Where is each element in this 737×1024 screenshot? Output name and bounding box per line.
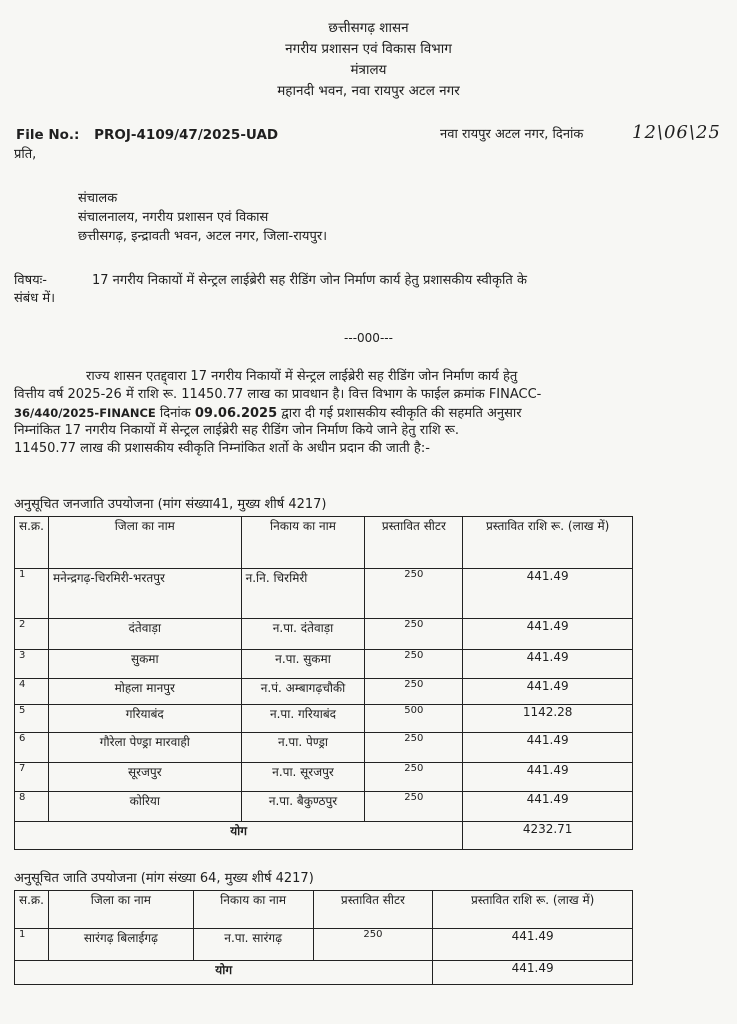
body-line-4: निम्नांकित 17 नगरीय निकायों में सेन्ट्रल लाईब्रेरी सह रीडिंग जोन निर्माण किये जाने हेतु राशि रू. (14, 423, 460, 438)
table-header-row (15, 517, 633, 569)
col-header-body: निकाय का नाम (241, 517, 365, 569)
total-label: योग (15, 961, 433, 985)
table-row: 6 गौरेला पेण्ड्रा मारवाही न.पा. पेण्ड्रा 250 441.49 (15, 733, 633, 763)
handwritten-date: 12\06\25 (632, 122, 721, 143)
table-row: 1 मनेन्द्रगढ़-चिरमिरी-भरतपुर न.नि. चिरमिरी 250 441.49 (15, 569, 633, 619)
subject-text-cont: संबंध में। (14, 291, 56, 306)
table-row: 2 दंतेवाड़ा न.पा. दंतेवाड़ा 250 441.49 (15, 619, 633, 650)
col-header-amount: प्रस्तावित राशि रू. (लाख में) (433, 891, 633, 929)
table-row: 5 गरियाबंद न.पा. गरियाबंद 500 1142.28 (15, 705, 633, 733)
separator: ---000--- (344, 331, 393, 345)
table-sc-subplan (14, 890, 633, 985)
total-value: 4232.71 (463, 822, 633, 850)
total-label: योग (15, 822, 463, 850)
table-header-row (15, 891, 633, 929)
table-st-subplan (14, 516, 633, 850)
department-name: नगरीय प्रशासन एवं विकास विभाग (285, 41, 452, 57)
addressee-address: छत्तीसगढ़, इन्द्रावती भवन, अटल नगर, जिला-रायपुर। (78, 229, 328, 244)
table1-caption: अनुसूचित जनजाति उपयोजना (मांग संख्या41, मुख्य शीर्ष 4217) (14, 497, 327, 512)
col-header-amount: प्रस्तावित राशि रू. (लाख में) (463, 517, 633, 569)
total-value: 441.49 (433, 961, 633, 985)
table2-caption: अनुसूचित जाति उपयोजना (मांग संख्या 64, मुख्य शीर्ष 4217) (14, 871, 314, 886)
col-header-district: जिला का नाम (48, 891, 193, 929)
prati-label: प्रति, (14, 147, 37, 162)
body-line-5: 11450.77 लाख की प्रशासकीय स्वीकृति निम्नांकित शर्तो के अधीन प्रदान की जाती है:- (14, 441, 430, 456)
col-header-sno: स.क्र. (15, 891, 49, 929)
govt-name: छत्तीसगढ़ शासन (328, 20, 409, 36)
table-total-row (15, 961, 633, 985)
col-header-district: जिला का नाम (48, 517, 241, 569)
place-date-label: नवा रायपुर अटल नगर, दिनांक (440, 127, 584, 142)
col-header-sno: स.क्र. (15, 517, 49, 569)
subject-text: 17 नगरीय निकायों में सेन्ट्रल लाईब्रेरी सह रीडिंग जोन निर्माण कार्य हेतु प्रशासकीय स्वीकृति के (92, 273, 527, 288)
building-address: महानदी भवन, नवा रायपुर अटल नगर (277, 83, 460, 99)
table-row: 3 सुकमा न.पा. सुकमा 250 441.49 (15, 650, 633, 679)
col-header-seats: प्रस्तावित सीटर (365, 517, 463, 569)
subject-label: विषयः- (14, 273, 47, 288)
file-number: File No.: PROJ-4109/47/2025-UAD (16, 127, 279, 143)
addressee-title: संचालक (78, 191, 118, 206)
body-line-2: वित्तीय वर्ष 2025-26 में राशि रू. 11450.77 लाख का प्रावधान है। वित्त विभाग के फाईल क्रमांक FINACC- (14, 387, 542, 402)
table-row: 7 सूरजपुर न.पा. सूरजपुर 250 441.49 (15, 763, 633, 792)
addressee-office: संचालनालय, नगरीय प्रशासन एवं विकास (78, 210, 269, 225)
body-line-3: 36/440/2025-FINANCE दिनांक 09.06.2025 द्वारा दी गई प्रशासकीय स्वीकृति की सहमति अनुसार (14, 406, 522, 421)
ministry-label: मंत्रालय (350, 62, 387, 78)
table-row: 1 सारंगढ़ बिलाईगढ़ न.पा. सारंगढ़ 250 441.49 (15, 929, 633, 961)
col-header-seats: प्रस्तावित सीटर (313, 891, 433, 929)
table-row: 4 मोहला मानपुर न.पं. अम्बागढ़चौकी 250 441.49 (15, 679, 633, 705)
body-line-1: राज्य शासन एतद्द्वारा 17 नगरीय निकायों में सेन्ट्रल लाईब्रेरी सह रीडिंग जोन निर्माण कार्य हेतु (86, 369, 518, 384)
col-header-body: निकाय का नाम (193, 891, 313, 929)
table-row: 8 कोरिया न.पा. बैकुण्ठपुर 250 441.49 (15, 792, 633, 822)
table-total-row (15, 822, 633, 850)
